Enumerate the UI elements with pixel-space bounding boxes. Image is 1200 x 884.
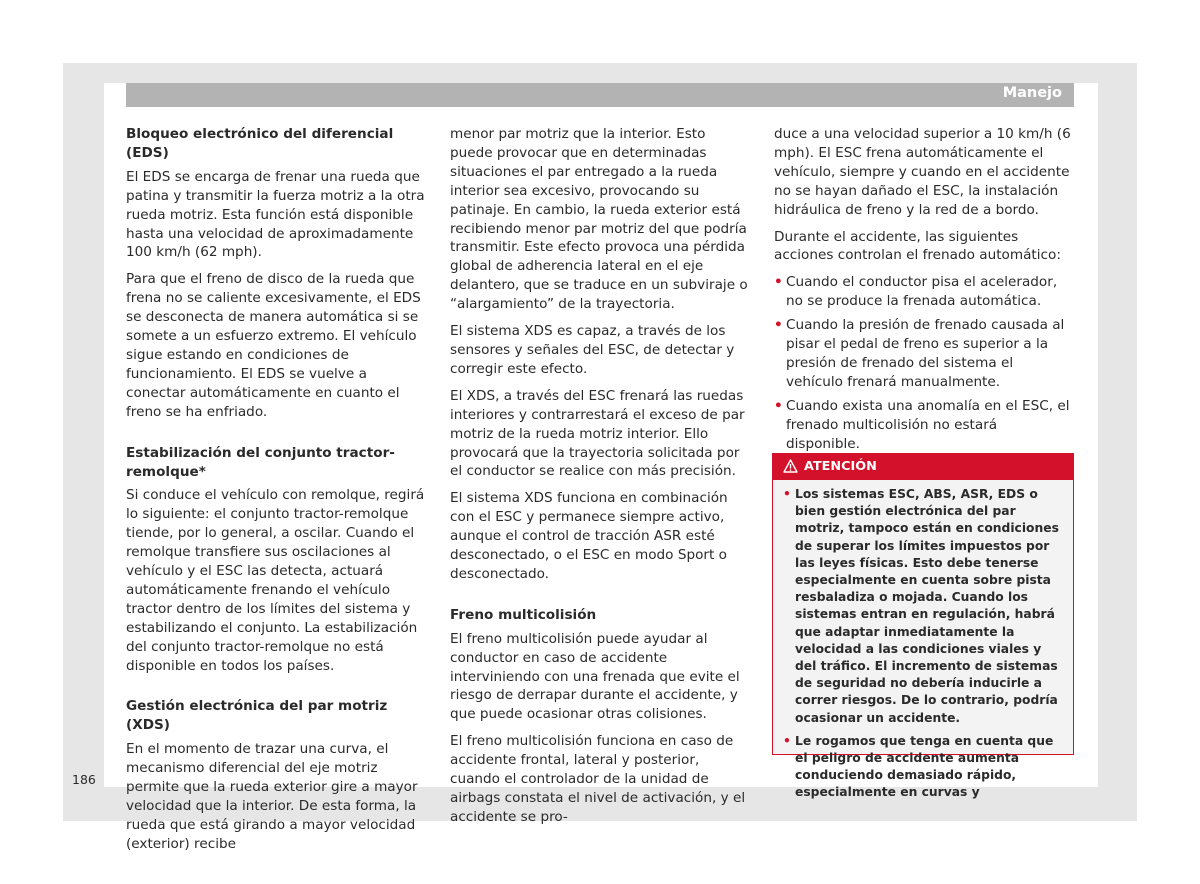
paragraph-xds-combination: El sistema XDS funciona en combinación con el ESC y permanece siempre activo, aunque el control de tracción ASR esté desconectado, o el ESC en modo Sport o desconectado. bbox=[450, 490, 728, 582]
list-item bbox=[774, 273, 1074, 311]
heading-multicollision: Freno multicolisión bbox=[450, 606, 597, 623]
paragraph-multicollision-1: El freno multicolisión puede ayudar al conductor en caso de accidente interviniendo con una frenada que evite el riesgo de derrapar durante el accidente, y que puede ocasionar otras colisiones. bbox=[450, 630, 740, 723]
warning-item-text: Le rogamos que tenga en cuenta que el peligro de accidente aumenta conduciendo demasiado rápido, especialmente en curvas y bbox=[795, 733, 1054, 800]
warning-body bbox=[773, 480, 1073, 802]
warning-item bbox=[783, 486, 1063, 727]
heading-xds: Gestión electrónica del par motriz (XDS) bbox=[126, 698, 388, 734]
heading-trailer-stabilization: Estabilización del conjunto tractor-remolque* bbox=[126, 444, 395, 480]
column-2 bbox=[450, 125, 750, 835]
paragraph-xds-sensors: El sistema XDS es capaz, a través de los sensores y señales del ESC, de detectar y corregir este efecto. bbox=[450, 323, 735, 377]
list-item-text: Cuando la presión de frenado causada al pisar el pedal de freno es superior a la presión de frenado del sistema el vehículo frenará manualmente. bbox=[786, 317, 1065, 390]
paragraph-xds: En el momento de trazar una curva, el mecanismo diferencial del eje motriz permite que la rueda exterior gire a mayor velocidad que la interior. De esta forma, la rueda que está girando a mayor velocidad (exterior) recibe bbox=[126, 741, 418, 852]
list-item-text: Cuando el conductor pisa el acelerador, no se produce la frenada automática. bbox=[786, 274, 1058, 310]
warning-header bbox=[773, 454, 1073, 480]
paragraph-xds-brakes: El XDS, a través del ESC frenará las ruedas interiores y contrarrestará el exceso de par motriz de la rueda motriz interior. Ello provocará que la trayectoria solicitada por el conductor se realice con más precisión. bbox=[450, 387, 745, 480]
paragraph-actions-intro: Durante el accidente, las siguientes acciones controlan el frenado automático: bbox=[774, 228, 1061, 264]
bullet-dot: • bbox=[774, 274, 783, 291]
warning-item-text: Los sistemas ESC, ABS, ASR, EDS o bien gestión electrónica del par motriz, tampoco están en condiciones de superar los límites impuestos por las leyes físicas. Esto debe tenerse especialmente en cuenta sobre pista resbaladiza o mojada. Cuando los sistemas entran en regulación, habrá que adaptar inmediatamente la velocidad a las condiciones viales y del tráfico. El incremento de sistemas de seguridad no debería inducirle a correr riesgos. De lo contrario, podría ocasionar un accidente. bbox=[795, 487, 1059, 725]
paragraph-multicollision-2: El freno multicolisión funciona en caso de accidente frontal, lateral y posterior, cuando el controlador de la unidad de airbags constata el nivel de activación, y el accidente se pro- bbox=[450, 733, 746, 825]
section-title: Manejo bbox=[1002, 85, 1062, 101]
paragraph-eds-2: Para que el freno de disco de la rueda que frena no se caliente excesivamente, el EDS se desconecta de manera automática si se somete a un esfuerzo extremo. El vehículo sigue estando en condiciones de funcionamiento. El EDS se vuelve a conectar automáticamente en cuanto el freno se ha enfriado. bbox=[126, 271, 421, 420]
paragraph-eds-1: El EDS se encarga de frenar una rueda que patina y transmitir la fuerza motriz a la otra rueda motriz. Esta función está disponible hasta una velocidad de aproximadamente 100 km/h (62 mph). bbox=[126, 168, 425, 261]
column-3 bbox=[774, 125, 1074, 459]
warning-triangle-icon bbox=[783, 459, 798, 473]
column-1 bbox=[126, 125, 426, 862]
bullet-dot: • bbox=[783, 487, 791, 501]
list-item bbox=[774, 316, 1074, 392]
paragraph-multicollision-cont: duce a una velocidad superior a 10 km/h (6 mph). El ESC frena automáticamente el vehículo, siempre y cuando en el accidente no se hayan dañado el ESC, la instalación hidráulica de freno y la red de a bordo. bbox=[774, 126, 1071, 218]
paragraph-trailer: Si conduce el vehículo con remolque, regirá lo siguiente: el conjunto tractor-remolque tiende, por lo general, a oscilar. Cuando el remolque transfiere sus oscilaciones al vehículo y el ESC las detecta, actuará automáticamente frenando el vehículo tractor dentro de los límites del sistema y estabilizando el conjunto. La estabilización del conjunto tractor-remolque no está disponible en todos los países. bbox=[126, 487, 425, 674]
list-item bbox=[774, 397, 1074, 454]
warning-title: ATENCIÓN bbox=[804, 459, 877, 474]
warning-box bbox=[772, 453, 1074, 800]
list-item-text: Cuando exista una anomalía en el ESC, el frenado multicolisión no estará disponible. bbox=[786, 397, 1070, 452]
section-header-bar bbox=[126, 83, 1074, 107]
bullet-dot: • bbox=[774, 397, 783, 414]
warning-item bbox=[783, 733, 1063, 802]
bullet-dot: • bbox=[774, 317, 783, 334]
page-number: 186 bbox=[72, 772, 96, 787]
paragraph-xds-cont: menor par motriz que la interior. Esto puede provocar que en determinadas situaciones el par entregado a la rueda interior sea excesivo, provocando su patinaje. En cambio, la rueda exterior está recibiendo menor par motriz del que podría transmitir. Este efecto provoca una pérdida global de adherencia lateral en el eje delantero, que se traduce en un subviraje o “alargamiento” de la trayectoria. bbox=[450, 126, 748, 313]
heading-eds: Bloqueo electrónico del diferencial (EDS) bbox=[126, 126, 394, 161]
bullet-dot: • bbox=[783, 733, 791, 748]
